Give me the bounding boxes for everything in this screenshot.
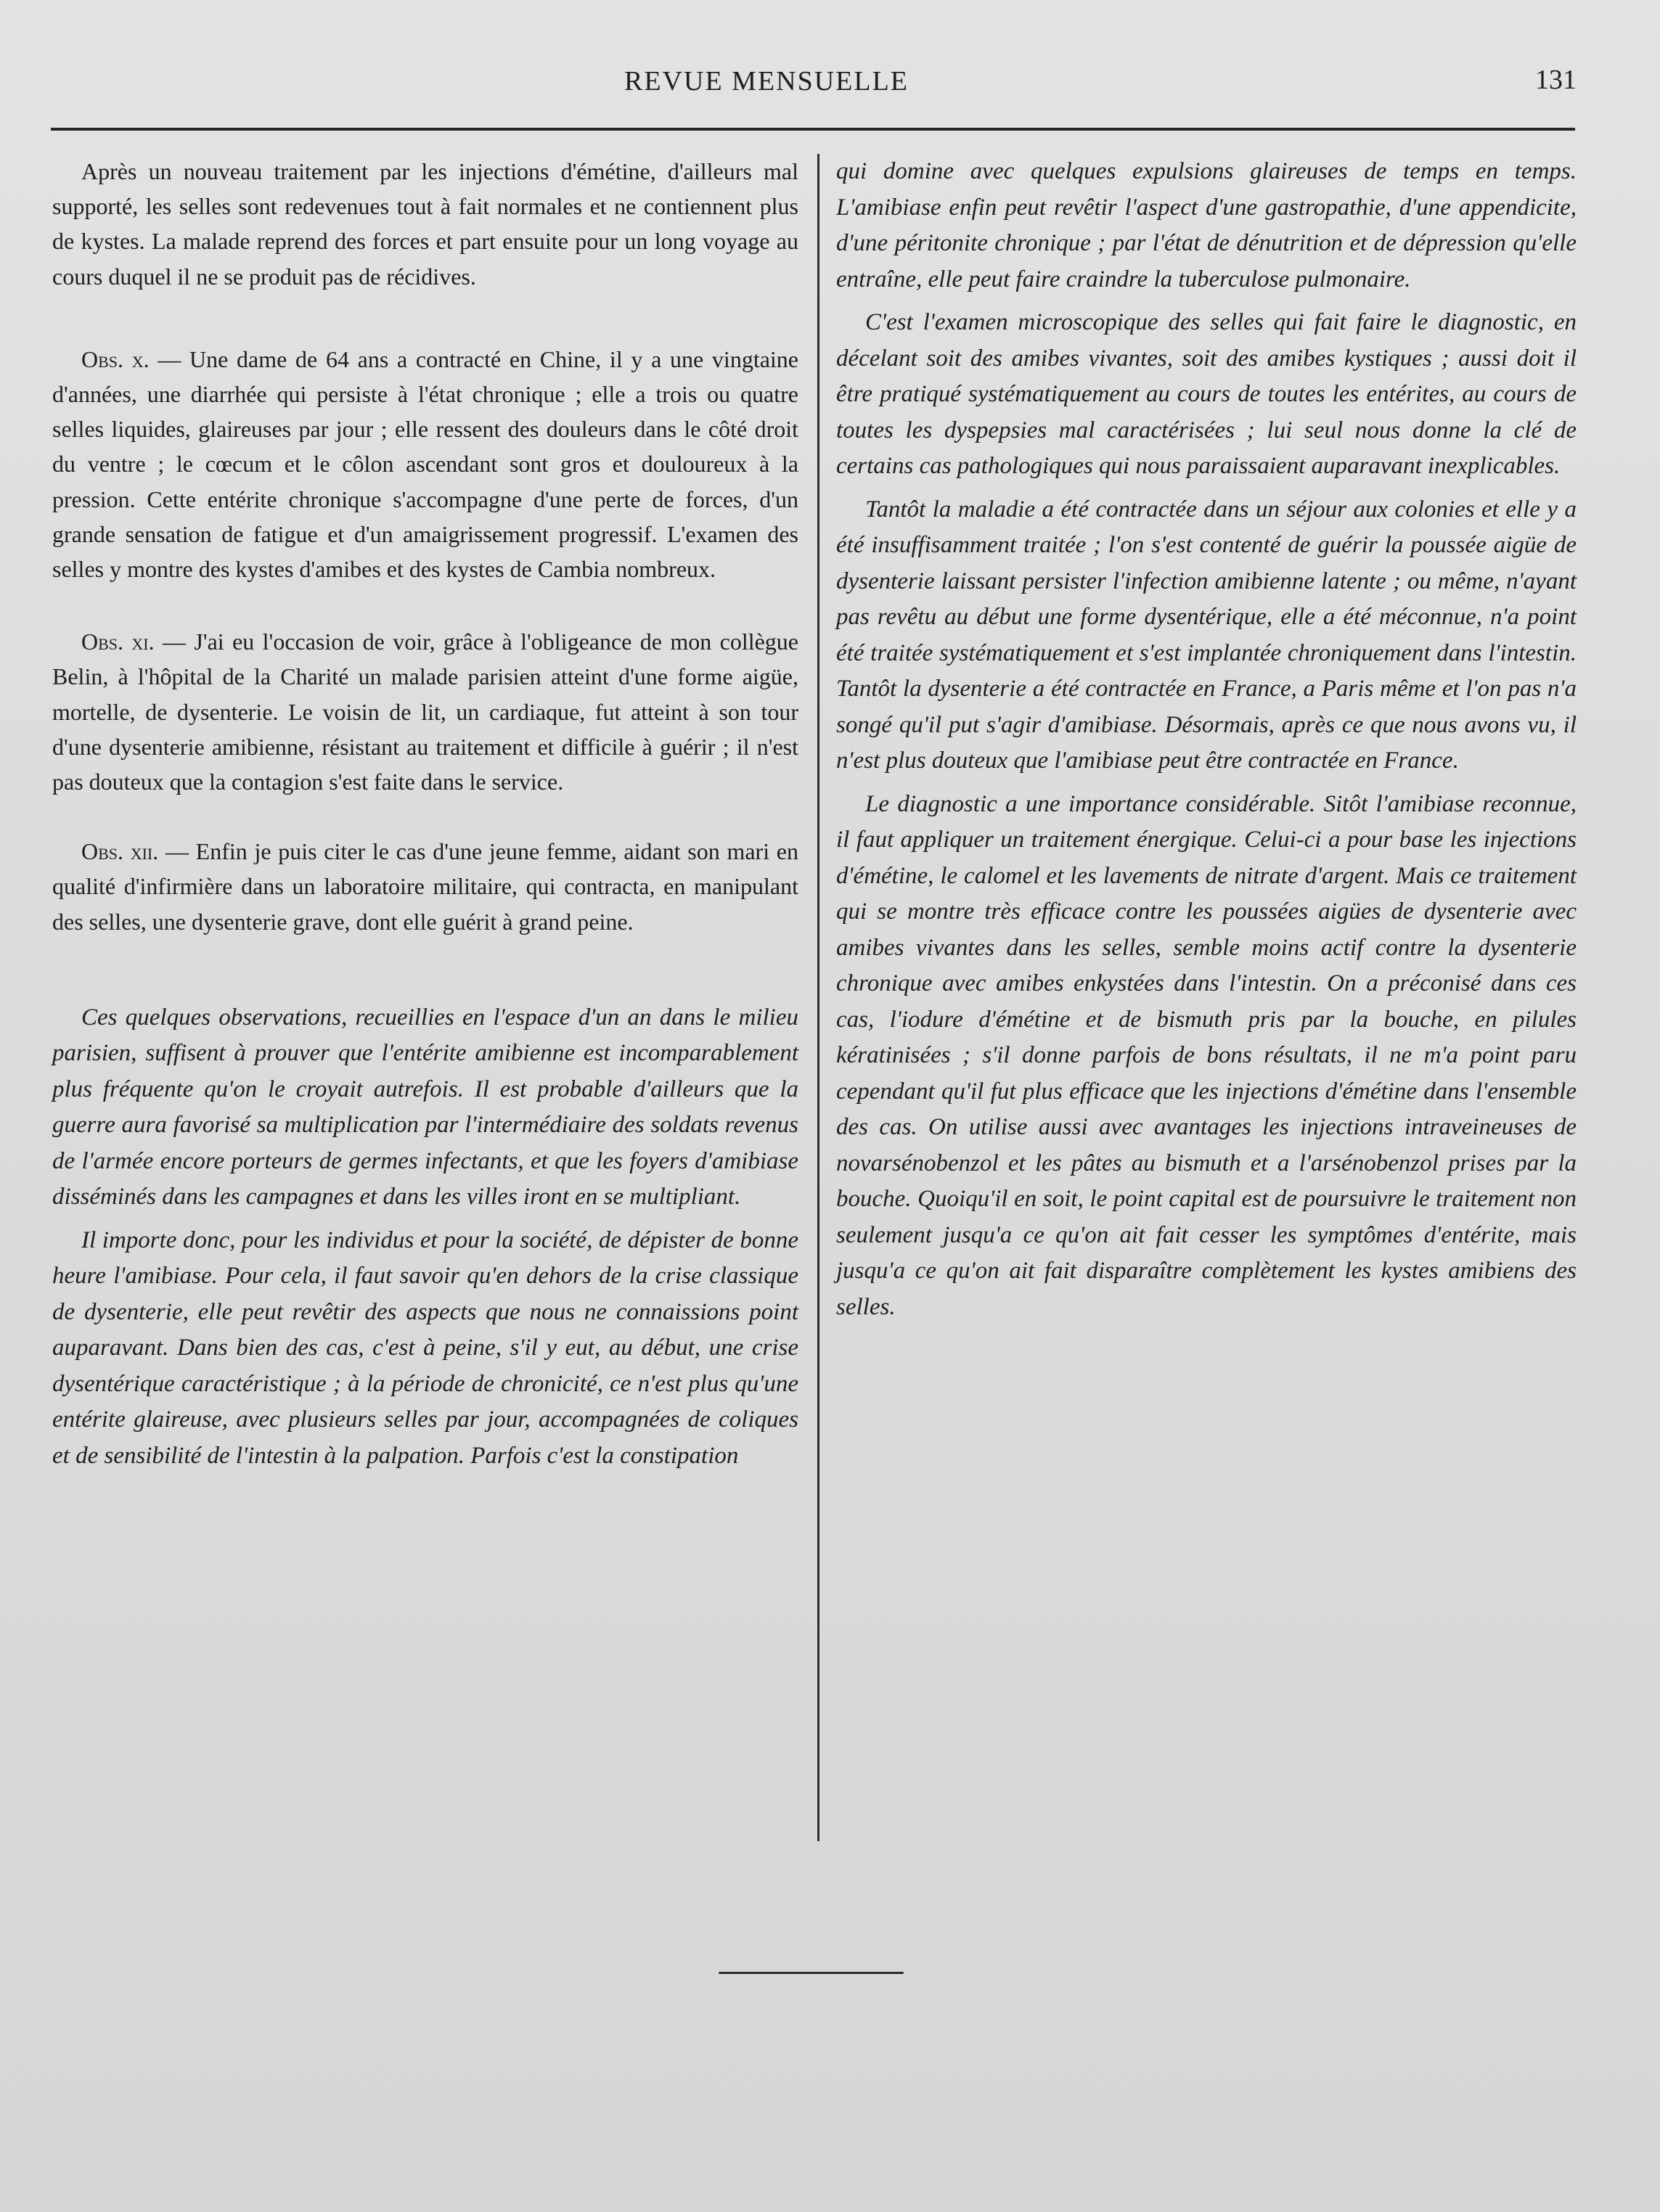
italic-paragraph-screening: Il importe donc, pour les individus et pour la société, de dépister de bonne heure l'amibiase. Pour cela, il faut savoir qu'en dehors de la crise classique de dysenterie, elle peut revêtir des aspects que nous ne connaissions point auparavant. Dans bien des cas, c'est à peine, s'il y eut, au début, une crise dysentérique caractéristique ; à la période de chronicité, ce n'est plus qu'une entérite glaireuse, avec plusieurs selles par jour, accompagnées de coliques et de sensibilité de l'intestin à la palpation. Parfois c'est la constipation (52, 1226, 798, 1469)
italic-paragraph-treatment: Le diagnostic a une importance considérable. Sitôt l'amibiase reconnue, il faut appliquer un traitement énergique. Celui-ci a pour base les injections d'émétine, le calomel et les lavements de nitrate d'argent. Mais ce traitement qui se montre très efficace contre les poussées aigües de dysenterie avec amibes vivantes dans les selles, semble moins actif contre la dysenterie chronique avec amibes enkystées dans l'intestin. On a préconisé dans ces cas, l'iodure d'émétine et de bismuth pris par la bouche, en pilules kératinisées ; s'il donne parfois de bons résultats, il ne m'a point paru cependant qu'il fut plus efficace que les injections d'émétine dans l'ensemble des cas. On utilise aussi avec avantages les injections intraveineuses de novarsénobenzol et les pâtes au bismuth et a l'arsénobenzol prises par la bouche. Quoiqu'il en soit, le point capital est de poursuivre le traitement non seulement jusqu'a ce qu'on ait fait cesser les symptômes d'entérite, mais jusqu'a ce qu'on ait fait disparaître complètement les kystes amibiens des selles. (836, 790, 1577, 1320)
observation-xi (52, 624, 798, 799)
observation-xii (52, 834, 798, 939)
italic-paragraph-observations-summary: Ces quelques observations, recueillies en l'espace d'un an dans le milieu parisien, suffisent à prouver que l'entérite amibienne est incomparablement plus fréquente qu'on le croyait autrefois. Il est probable d'ailleurs que la guerre aura favorisé sa multiplication par l'intermédiaire des soldats revenus de l'armée encore porteurs de germes infectants, et que les foyers d'amibiase disséminés dans les campagnes et dans les villes iront en se multipliant. (52, 1004, 798, 1211)
left-column (52, 154, 798, 1474)
header-rule (51, 128, 1575, 131)
observation-xii-text: — Enfin je puis citer le cas d'une jeune femme, aidant son mari en qualité d'infirmière dans un laboratoire militaire, qui contracta, en manipulant des selles, une dysenterie grave, dont elle guérit à grand peine. (52, 838, 799, 935)
right-column (836, 154, 1577, 1325)
observation-x (52, 342, 798, 586)
observation-x-text: — Une dame de 64 ans a contracté en Chine, il y a une vingtaine d'années, une diarrhée qui persiste à l'état chronique ; elle a trois ou quatre selles liquides, glaireuses par jour ; elle ressent des douleurs dans le côté droit du ventre ; le cœcum et le côlon ascendant sont gros et douloureux à la pression. Cette entérite chronique s'accompagne d'une perte de forces, d'un grande sensation de fatigue et d'un amaigrissement progressif. L'examen des selles y montre des kystes d'amibes et des kystes de Cambia nombreux. (52, 345, 799, 583)
italic-paragraph-continuation: qui domine avec quelques expulsions glaireuses de temps en temps. L'amibiase enfin peut revêtir l'aspect d'une gastropathie, d'une appendicite, d'une péritonite chronique ; par l'état de dénutrition et de dépression qu'elle entraîne, elle peut faire craindre la tuberculose pulmonaire. (836, 158, 1577, 292)
observation-xi-label: Obs. xi. (81, 628, 155, 655)
column-divider (817, 154, 819, 1841)
italic-paragraph-origin: Tantôt la maladie a été contractée dans un séjour aux colonies et elle y a été insuffisamment traitée ; l'on s'est contenté de guérir la poussée aigüe de dysenterie laissant persister l'infection amibienne latente ; ou même, n'ayant pas revêtu au début une forme dysentérique, elle a été méconnue, n'a point été traitée systématiquement et s'est implantée chroniquement dans l'intestin. Tantôt la dysenterie a été contractée en France, a Paris même et l'on pas n'a songé qu'il put s'agir d'amibiase. Désormais, après ce que nous avons vu, il n'est plus douteux que l'amibiase peut être contractée en France. (836, 496, 1577, 774)
paragraph-treatment-outcome: Après un nouveau traitement par les injections d'émétine, d'ailleurs mal supporté, les selles sont redevenues tout à fait normales et ne contiennent plus de kystes. La malade reprend des forces et part ensuite pour un long voyage au cours duquel il ne se produit pas de récidives. (52, 158, 798, 290)
italic-paragraph-diagnosis: C'est l'examen microscopique des selles qui fait faire le diagnostic, en décelant soit des amibes vivantes, soit des amibes kystiques ; aussi doit il être pratiqué systématiquement au cours de toutes les entérites, au cours de toutes les dyspepsies mal caractérisées ; lui seul nous donne la clé de certains cas pathologiques qui nous paraissaient auparavant inexplicables. (836, 309, 1577, 479)
page-number: 131 (1535, 65, 1577, 95)
observation-xi-text: — J'ai eu l'occasion de voir, grâce à l'obligeance de mon collègue Belin, à l'hôpital de la Charité un malade parisien atteint d'une forme aigüe, mortelle, de dysenterie. Le voisin de lit, un cardiaque, fut atteint à son tour d'une dysenterie amibienne, résistant au traitement et difficile à guérir ; il n'est pas douteux que la contagion s'est faite dans le service. (52, 628, 799, 795)
observation-xii-label: Obs. xii. (81, 838, 159, 865)
running-head (0, 58, 1660, 109)
running-title: REVUE MENSUELLE (624, 66, 909, 97)
end-ornament-rule (719, 1972, 904, 1974)
observation-x-label: Obs. x. (81, 345, 150, 372)
